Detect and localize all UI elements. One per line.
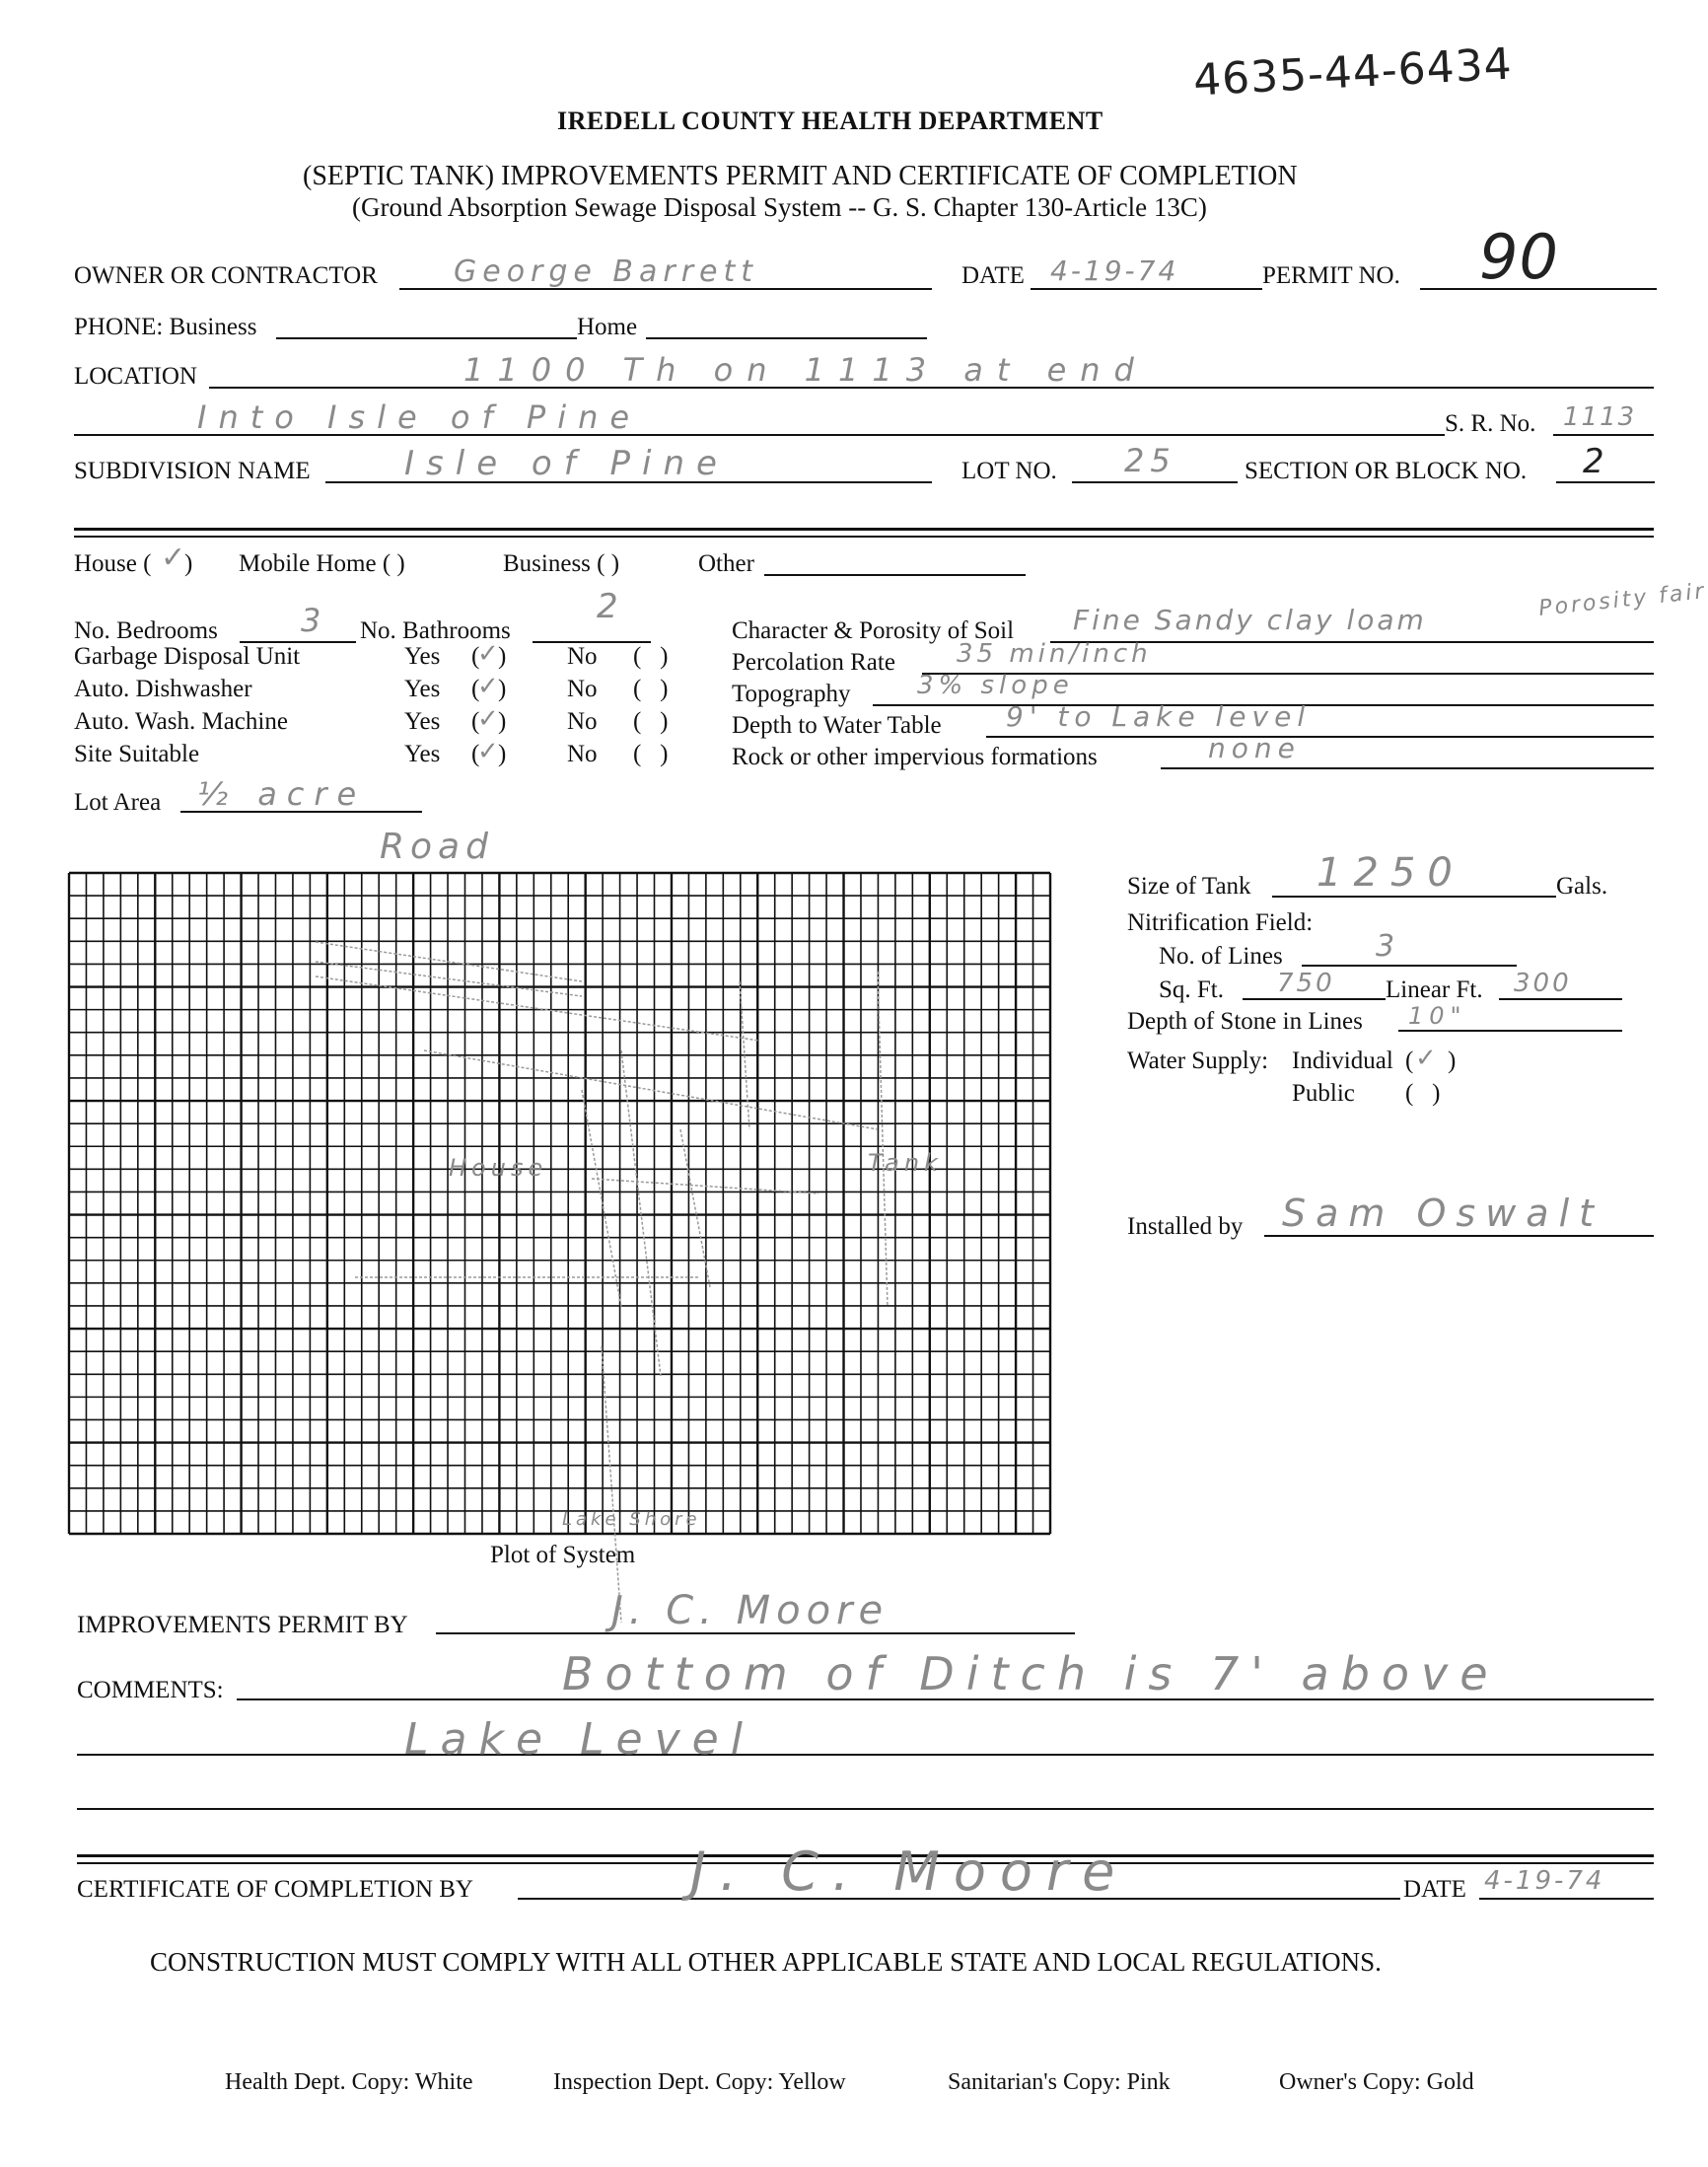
tank-size-label: Size of Tank (1127, 873, 1251, 900)
no-checkbox[interactable]: ( ) (633, 708, 669, 735)
bathrooms-label: No. Bathrooms (360, 617, 511, 644)
lines-label: No. of Lines (1159, 943, 1283, 970)
lot-area-field[interactable]: ½ acre (197, 775, 367, 813)
location-line2-field[interactable]: Into Isle of Pine (197, 398, 642, 436)
department-title: IREDELL COUNTY HEALTH DEPARTMENT (557, 107, 1103, 135)
location-label: LOCATION (74, 363, 197, 390)
phone-business-field[interactable] (281, 314, 572, 339)
water-individual-checkbox[interactable]: ✓ (1415, 1044, 1437, 1073)
percolation-field[interactable]: 35 min/inch (957, 639, 1152, 669)
lot-area-label: Lot Area (74, 789, 162, 816)
no-label: No (567, 741, 598, 767)
yes-checkbox[interactable]: ✓ (477, 704, 499, 734)
copy-inspection-dept: Inspection Dept. Copy: Yellow (553, 2069, 846, 2095)
copy-owner: Owner's Copy: Gold (1279, 2069, 1474, 2095)
sqft-label: Sq. Ft. (1159, 976, 1225, 1003)
paren: ( (471, 708, 480, 735)
yes-checkbox[interactable]: ✓ (477, 672, 499, 701)
improvements-permit-field[interactable]: J. C. Moore (611, 1588, 890, 1633)
comments-label: COMMENTS: (77, 1677, 224, 1703)
phone-home-field[interactable] (651, 314, 927, 339)
paren: ( (471, 643, 480, 670)
no-checkbox[interactable]: ( ) (633, 676, 669, 702)
topography-label: Topography (732, 681, 851, 707)
plot-sketch-line (316, 962, 582, 996)
mobile-home-checkbox[interactable]: Mobile Home ( ) (239, 550, 405, 577)
plot-sketch-line (316, 942, 582, 981)
permit-field[interactable]: 90 (1479, 221, 1559, 293)
plot-sketch-line (602, 1346, 621, 1623)
lot-no-field[interactable]: 25 (1124, 442, 1176, 479)
sr-no-label: S. R. No. (1445, 410, 1536, 437)
section-label: SECTION OR BLOCK NO. (1245, 458, 1528, 484)
house-checkbox[interactable]: ✓ (161, 541, 186, 575)
paren: ) (498, 643, 507, 670)
paren: ( (471, 741, 480, 767)
certificate-label: CERTIFICATE OF COMPLETION BY (77, 1876, 473, 1903)
stamp-number: 4635-44-6434 (1191, 38, 1514, 107)
yn-row-label: Garbage Disposal Unit (74, 643, 301, 670)
improvements-permit-label: IMPROVEMENTS PERMIT BY (77, 1612, 408, 1638)
yes-label: Yes (404, 643, 441, 670)
yn-row-label: Site Suitable (74, 741, 200, 767)
yes-label: Yes (404, 708, 441, 735)
other-label: Other (698, 550, 754, 577)
yes-checkbox[interactable]: ✓ (477, 639, 499, 669)
certificate-date-label: DATE (1403, 1876, 1466, 1903)
paren: ( (471, 676, 480, 702)
compliance-notice: CONSTRUCTION MUST COMPLY WITH ALL OTHER APPLICABLE STATE AND LOCAL REGULATIONS. (150, 1947, 1382, 1977)
no-label: No (567, 676, 598, 702)
phone-home-label: Home (577, 314, 638, 340)
paren: ) (498, 676, 507, 702)
rock-label: Rock or other impervious formations (732, 744, 1098, 770)
water-table-label: Depth to Water Table (732, 712, 942, 739)
subdivision-field[interactable]: Isle of Pine (404, 444, 729, 483)
bedrooms-label: No. Bedrooms (74, 617, 218, 644)
yn-row-label: Auto. Dishwasher (74, 676, 252, 702)
subdivision-label: SUBDIVISION NAME (74, 458, 311, 484)
section-divider (74, 528, 1654, 538)
yes-label: Yes (404, 741, 441, 767)
business-checkbox[interactable]: Business ( ) (503, 550, 620, 577)
linear-ft-label: Linear Ft. (1386, 976, 1483, 1003)
certificate-date-field[interactable]: 4-19-74 (1484, 1866, 1605, 1896)
form-title: (SEPTIC TANK) IMPROVEMENTS PERMIT AND CERTIFICATE OF COMPLETION (303, 161, 1298, 191)
rock-field[interactable]: none (1208, 732, 1301, 764)
sr-no-field[interactable]: 1113 (1563, 402, 1637, 432)
yes-checkbox[interactable]: ✓ (477, 737, 499, 766)
sqft-field[interactable]: 750 (1277, 969, 1335, 998)
house-label: House ( (74, 550, 152, 577)
yn-row-label: Auto. Wash. Machine (74, 708, 288, 735)
tank-unit-label: Gals. (1556, 873, 1608, 900)
installed-by-label: Installed by (1127, 1213, 1244, 1240)
no-checkbox[interactable]: ( ) (633, 741, 669, 767)
location-line1-field[interactable]: 1100 Th on 1113 at end (463, 351, 1148, 389)
plot-lake-label: Lake Shore (562, 1509, 701, 1530)
date-field[interactable]: 4-19-74 (1050, 254, 1179, 287)
water-public-label: Public (1292, 1080, 1355, 1107)
phone-business-label: PHONE: Business (74, 314, 257, 340)
linear-ft-field[interactable]: 300 (1514, 969, 1572, 998)
lines-field[interactable]: 3 (1376, 929, 1401, 964)
water-individual-label: Individual (1292, 1047, 1393, 1074)
copy-health-dept: Health Dept. Copy: White (225, 2069, 473, 2095)
plot-grid[interactable] (69, 873, 1050, 1534)
bedrooms-field[interactable]: 3 (301, 602, 327, 639)
water-supply-label: Water Supply: (1127, 1047, 1269, 1074)
no-checkbox[interactable]: ( ) (633, 643, 669, 670)
paren: ) (498, 741, 507, 767)
stone-depth-field[interactable]: 10" (1408, 1002, 1467, 1030)
bathrooms-field[interactable]: 2 (597, 587, 624, 626)
other-field[interactable] (769, 550, 1021, 576)
section-field[interactable]: 2 (1583, 442, 1605, 481)
soil-porosity-note: Porosity fair (1537, 579, 1708, 621)
date-label: DATE (961, 262, 1025, 289)
plot-house-label: House (449, 1154, 548, 1182)
comments-line2-field[interactable]: Lake Level (404, 1714, 754, 1765)
water-table-field[interactable]: 9' to Lake level (1006, 700, 1312, 733)
stone-depth-label: Depth of Stone in Lines (1127, 1008, 1363, 1035)
lot-no-label: LOT NO. (961, 458, 1057, 484)
plot-caption: Plot of System (490, 1542, 636, 1568)
permit-label: PERMIT NO. (1262, 262, 1400, 289)
comments-line1-field[interactable]: Bottom of Ditch is 7' above (562, 1647, 1500, 1700)
percolation-label: Percolation Rate (732, 649, 895, 676)
tank-size-field[interactable]: 1250 (1317, 850, 1464, 896)
copy-sanitarian: Sanitarian's Copy: Pink (948, 2069, 1171, 2095)
plot-sketch-line (582, 1090, 621, 1307)
owner-field[interactable]: George Barrett (454, 254, 759, 289)
soil-character-field[interactable]: Fine Sandy clay loam (1073, 604, 1427, 636)
soil-character-label: Character & Porosity of Soil (732, 617, 1015, 644)
no-label: No (567, 643, 598, 670)
plot-sketch-line (878, 972, 888, 1307)
certificate-signature-field[interactable]: J. C. Moore (690, 1841, 1129, 1903)
topography-field[interactable]: 3% slope (917, 671, 1074, 700)
nitrification-label: Nitrification Field: (1127, 909, 1314, 936)
paren: ) (498, 708, 507, 735)
water-public-checkbox[interactable]: ( ) (1405, 1080, 1441, 1107)
yes-label: Yes (404, 676, 441, 702)
plot-tank-label: Tank (868, 1149, 943, 1177)
no-label: No (567, 708, 598, 735)
form-subtitle: (Ground Absorption Sewage Disposal System -- G. S. Chapter 130-Article 13C) (352, 192, 1207, 222)
installed-by-field[interactable]: Sam Oswalt (1282, 1192, 1604, 1235)
plot-road-label: Road (380, 827, 494, 867)
owner-label: OWNER OR CONTRACTOR (74, 262, 378, 289)
